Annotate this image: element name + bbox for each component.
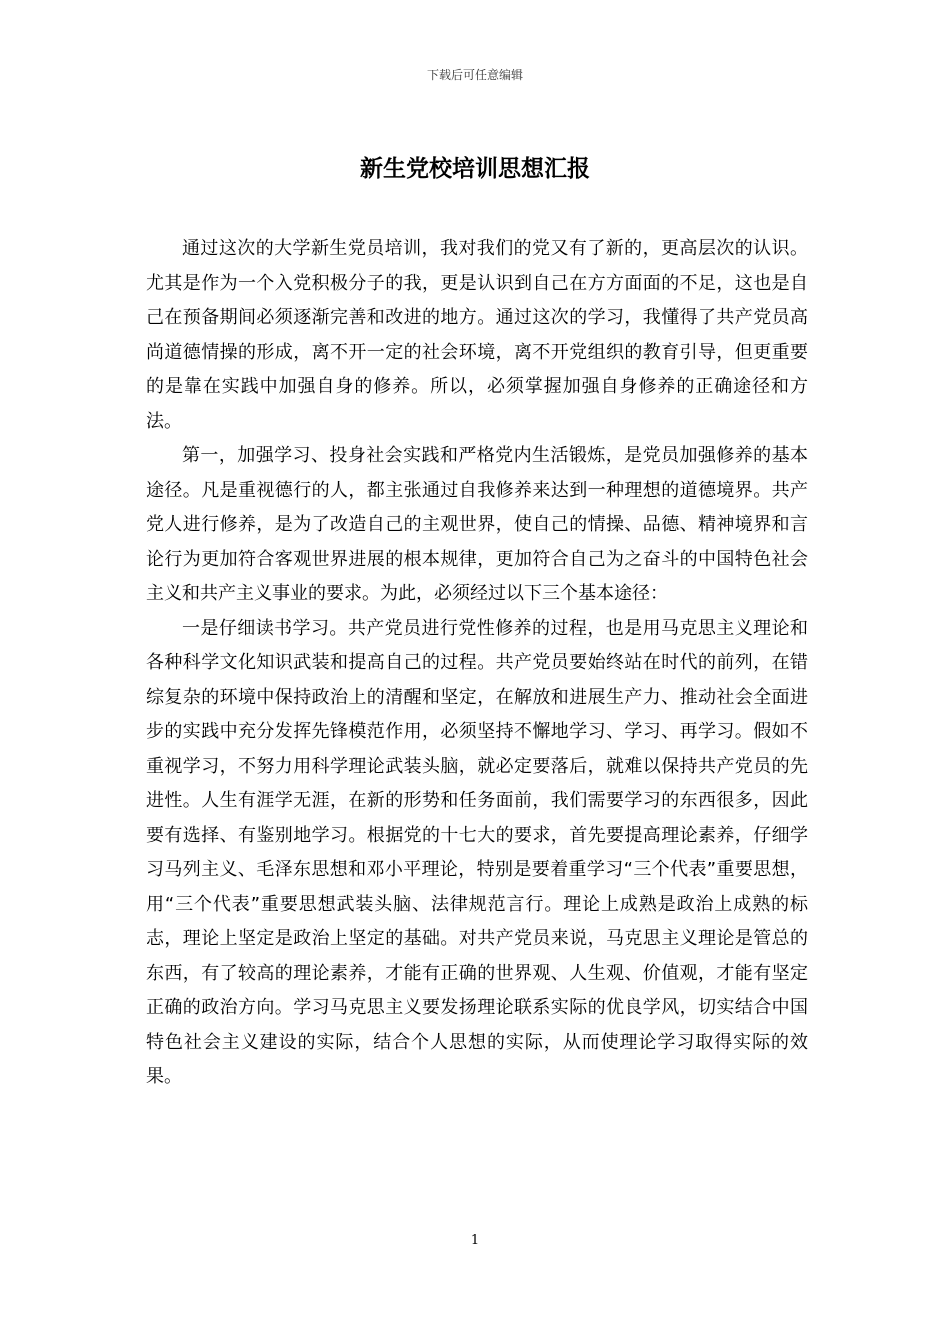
- header-note: 下载后可任意编辑: [426, 68, 523, 82]
- page-number: 1: [470, 1233, 480, 1248]
- document-title: 新生党校培训思想汇报: [360, 156, 590, 182]
- paragraph: 一是仔细读书学习。共产党员进行党性修养的过程，也是用马克思主义理论和各种科学文化知识武装和提高自己的过程。共产党员要始终站在时代的前列，在错综复杂的环境中保持政治上的清醒和坚定，在解放和进展生产力、推动社会全面进步的实践中充分发挥先锋模范作用，必须坚持不懈地学习、学习、再学习。假如不重视学习，不努力用科学理论武装头脑，就必定要落后，就难以保持共产党员的先进性。人生有涯学无涯，在新的形势和任务面前，我们需要学习的东西很多，因此要有选择、有鉴别地学习。根据党的十七大的要求，首先要提高理论素养，仔细学习马列主义、毛泽东思想和邓小平理论，特别是要着重学习“三个代表”重要思想，用“三个代表”重要思想武装头脑、法律规范言行。理论上成熟是政治上成熟的标志，理论上坚定是政治上坚定的基础。对共产党员来说，马克思主义理论是管总的东西，有了较高的理论素养，才能有正确的世界观、人生观、价值观，才能有坚定正确的政治方向。学习马克思主义要发扬理论联系实际的优良学风，切实结合中国特色社会主义建设的实际，结合个人思想的实际，从而使理论学习取得实际的效果。: [146, 617, 808, 1087]
- document-body: [146, 232, 808, 1095]
- paragraph: 第一，加强学习、投身社会实践和严格党内生活锻炼，是党员加强修养的基本途径。凡是重视德行的人，都主张通过自我修养来达到一种理想的道德境界。共产党人进行修养，是为了改造自己的主观世界，使自己的情操、品德、精神境界和言论行为更加符合客观世界进展的根本规律，更加符合自己为之奋斗的中国特色社会主义和共产主义事业的要求。为此，必须经过以下三个基本途径：: [146, 445, 808, 604]
- paragraph: 通过这次的大学新生党员培训，我对我们的党又有了新的，更高层次的认识。尤其是作为一个入党积极分子的我，更是认识到自己在方方面面的不足，这也是自己在预备期间必须逐渐完善和改进的地方。通过这次的学习，我懂得了共产党员高尚道德情操的形成，离不开一定的社会环境，离不开党组织的教育引导，但更重要的是靠在实践中加强自身的修养。所以，必须掌握加强自身修养的正确途径和方法。: [146, 238, 808, 432]
